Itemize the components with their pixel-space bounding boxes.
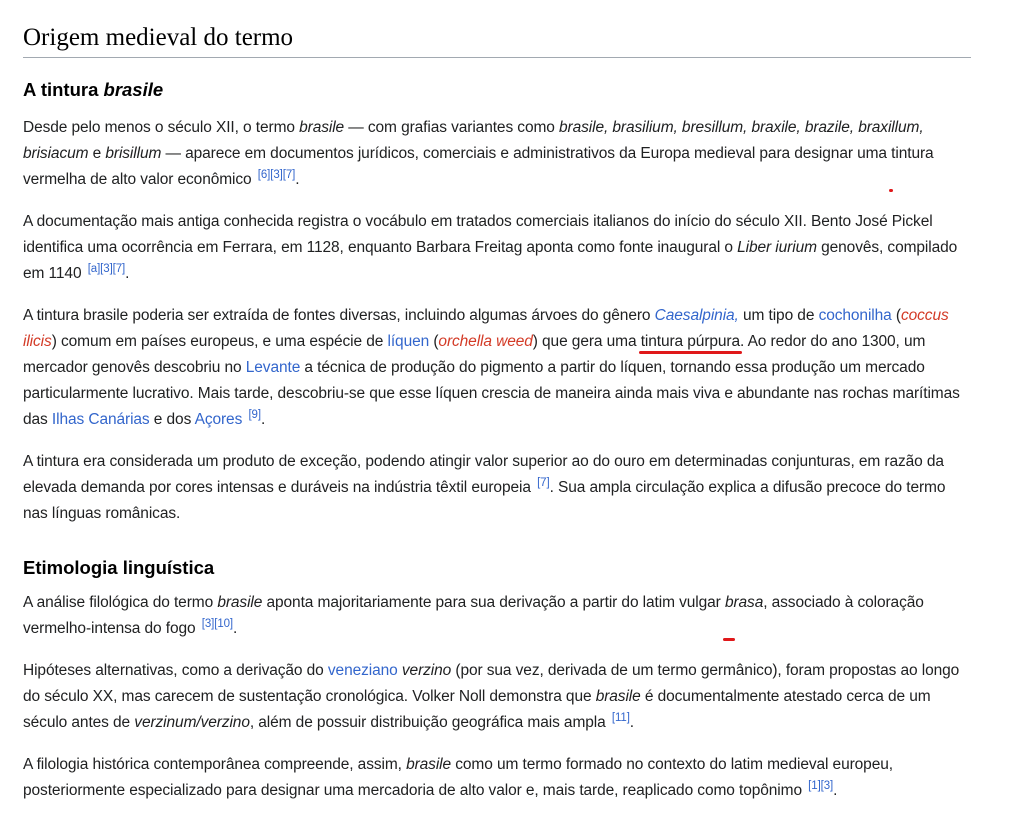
- text: .: [125, 265, 130, 282]
- link-veneziano[interactable]: veneziano: [327, 662, 398, 679]
- paragraph-6: [23, 658, 971, 736]
- subsection-heading-etimologia: [23, 556, 971, 580]
- italic-term: brisillum: [105, 145, 162, 162]
- text: como um termo formado no contexto do latim medieval europeu, posteriormente especializado para designar uma mercadoria de alto valor e, mais tarde, reaplicado como topônimo: [23, 756, 893, 799]
- text: um tipo de: [738, 307, 819, 324]
- link-ilhas-canarias[interactable]: Ilhas Canárias: [51, 411, 150, 428]
- red-link-orchella-weed[interactable]: orchella weed: [438, 333, 533, 350]
- text: .: [260, 411, 266, 428]
- italic-term: brasile, brasilium, bresillum, braxile, brazile, braxillum, brisiacum: [23, 119, 924, 162]
- text: A filologia histórica contemporânea compreende, assim,: [23, 756, 407, 773]
- link-levante[interactable]: Levante: [245, 359, 301, 376]
- text: .: [833, 782, 838, 799]
- highlighted-phrase: tintura vermelha: [23, 145, 934, 188]
- text: Desde pelo menos o século XII, o termo: [23, 119, 300, 136]
- text: e dos: [149, 411, 195, 428]
- link-acores[interactable]: Açores: [194, 411, 243, 428]
- paragraph-4: [23, 449, 971, 527]
- paragraph-1: [23, 115, 971, 193]
- text: a técnica de produção do pigmento a partir do líquen, tornando essa produção um mercado particularmente lucrativo. Mais tarde, descobriu-se que esse líquen crescia de maneira ainda mais viva e abundante nas rochas marítimas das: [23, 359, 960, 428]
- italic-term: Liber iurium: [737, 239, 817, 256]
- text: Hipóteses alternativas, como a derivação do: [23, 662, 328, 679]
- reference-link[interactable]: [9]: [248, 409, 261, 421]
- italic-term: verzinum/verzino: [134, 714, 250, 731]
- text: de alto valor econômico: [85, 171, 256, 188]
- text: A documentação mais antiga conhecida registra o vocábulo em tratados comerciais italianos do início do século XII. Bento José Pickel identifica uma ocorrência em Ferrara, em 1128, enquanto Barbara Freitag aponta como fonte inaugural o: [23, 213, 933, 256]
- text: , associado à coloração vermelho-intensa do fogo: [23, 594, 924, 637]
- text: A tintura brasile poderia ser extraída de fontes diversas, incluindo algumas árvoes do gênero: [23, 307, 655, 324]
- text: ) comum em países europeus, e uma espécie de: [51, 333, 388, 350]
- text: , além de possuir distribuição geográfica mais ampla: [249, 714, 610, 731]
- text: aponta majoritariamente para sua derivação a partir do latim vulgar: [262, 594, 725, 611]
- reference-link[interactable]: [1][3]: [808, 780, 834, 792]
- link-caesalpinia[interactable]: Caesalpinia,: [654, 307, 739, 324]
- reference-link[interactable]: [6][3][7]: [257, 169, 296, 181]
- text: [196, 620, 200, 637]
- italic-term: brasile: [299, 119, 345, 136]
- link-liquen[interactable]: líquen: [387, 333, 430, 350]
- text: genovês, compilado em 1140: [23, 239, 958, 282]
- section-heading: [23, 0, 971, 58]
- link-cochonilha[interactable]: cochonilha: [818, 307, 892, 324]
- text: .: [295, 171, 300, 188]
- subsection-heading-tintura: [23, 78, 971, 102]
- text: A tintura era considerada um produto de exceção, podendo atingir valor superior ao do ouro em determinadas conjunturas, em razão da elevada demanda por cores intensas e duráveis na indústria têxtil europeia: [23, 453, 944, 496]
- italic-term: brasile: [217, 594, 263, 611]
- italic-term: verzino: [401, 662, 452, 679]
- subsection-title: Etimologia linguística: [23, 557, 215, 578]
- text: A análise filológica do termo: [23, 594, 218, 611]
- paragraph-2: [23, 209, 971, 287]
- text: — aparece em documentos jurídicos, comerciais e administrativos da Europa medieval para designar uma: [161, 145, 892, 162]
- text: ) que gera uma: [532, 333, 641, 350]
- reference-link[interactable]: [a][3][7]: [87, 263, 126, 275]
- paragraph-5: [23, 590, 971, 642]
- reference-link[interactable]: [11]: [611, 712, 630, 724]
- italic-term: brasa: [724, 594, 764, 611]
- italic-term: brasile: [406, 756, 452, 773]
- text: .: [629, 714, 635, 731]
- italic-term: brasile: [595, 688, 641, 705]
- text: . Ao redor do ano 1300, um mercador genovês descobriu no: [23, 333, 926, 376]
- red-link-coccus-ilicis[interactable]: coccus ilicis: [23, 307, 949, 350]
- reference-link[interactable]: [3][10]: [201, 618, 234, 630]
- reference-link[interactable]: [7]: [537, 477, 550, 489]
- highlighted-phrase: tintura púrpura: [640, 333, 741, 350]
- article-content: [23, 0, 971, 804]
- text: .: [233, 620, 238, 637]
- text: (: [429, 333, 439, 350]
- subsection-title-prefix: A tintura: [23, 79, 104, 100]
- paragraph-3: [23, 303, 971, 433]
- section-title: Origem medieval do termo: [23, 24, 294, 51]
- text: (por sua vez, derivada de um termo germânico), foram propostas ao longo do século XX, mas carecem de sustentação cronológica. Volker Noll demonstra que: [23, 662, 960, 705]
- text: e: [88, 145, 106, 162]
- text: (: [891, 307, 901, 324]
- text: — com grafias variantes como: [344, 119, 560, 136]
- text: . Sua ampla circulação explica a difusão precoce do termo nas línguas românicas.: [23, 479, 946, 522]
- text: é documentalmente atestado cerca de um século antes de: [23, 688, 931, 731]
- text: [242, 411, 246, 428]
- paragraph-7: [23, 752, 971, 804]
- subsection-title-emphasis: brasile: [103, 79, 164, 100]
